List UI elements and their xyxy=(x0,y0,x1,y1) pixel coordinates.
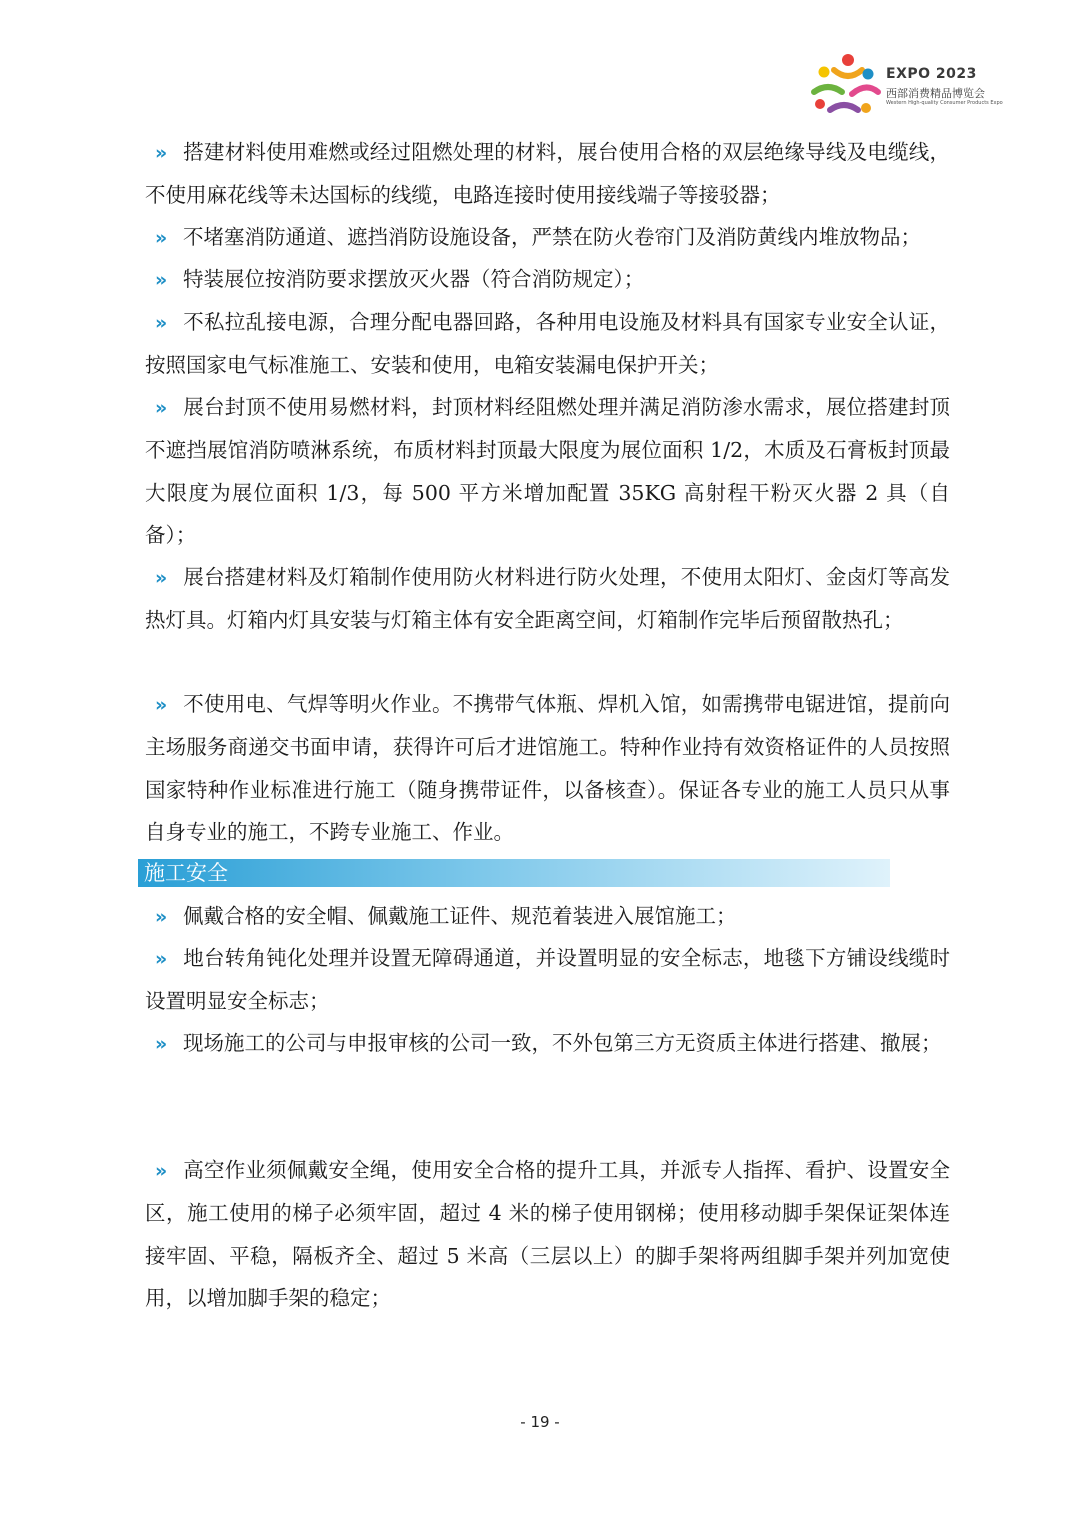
paragraph-text: 佩戴合格的安全帽、佩戴施工证件、规范着装进入展馆施工； xyxy=(183,904,737,928)
bullet-icon: » xyxy=(155,906,165,928)
expo-logo xyxy=(808,52,1008,122)
paragraph-11 xyxy=(145,1149,950,1320)
bullet-icon: » xyxy=(155,227,165,249)
paragraph-3 xyxy=(145,258,950,301)
bullet-icon: » xyxy=(155,397,165,419)
paragraph-9 xyxy=(145,937,950,1023)
logo-chinese-name: 西部消费精品博览会 xyxy=(886,87,985,100)
bullet-icon: » xyxy=(155,269,165,291)
section-header-bar xyxy=(138,859,890,887)
paragraph-10 xyxy=(145,1022,950,1065)
bullet-icon: » xyxy=(155,1033,165,1055)
paragraph-8 xyxy=(145,895,950,938)
paragraph-text: 展台搭建材料及灯箱制作使用防火材料进行防火处理，不使用太阳灯、金卤灯等高发热灯具。灯箱内灯具安装与灯箱主体有安全距离空间，灯箱制作完毕后预留散热孔； xyxy=(145,565,950,633)
paragraph-5 xyxy=(145,386,950,557)
paragraph-text: 不私拉乱接电源，合理分配电器回路，各种用电设施及材料具有国家专业安全认证，按照国家电气标准施工、安装和使用，电箱安装漏电保护开关； xyxy=(145,310,950,378)
bullet-icon: » xyxy=(155,312,165,334)
expo-logo-mark xyxy=(808,52,883,122)
paragraph-text: 高空作业须佩戴安全绳，使用安全合格的提升工具，并派专人指挥、看护、设置安全区，施工使用的梯子必须牢固，超过 4 米的梯子使用钢梯；使用移动脚手架保证架体连接牢固、平稳，隔板齐全、超过 5 米高（三层以上）的脚手架将两组脚手架并列加宽使用，以增加脚手架的稳定； xyxy=(145,1158,950,1311)
paragraph-text: 特装展位按消防要求摆放灭火器（符合消防规定）； xyxy=(183,267,645,291)
bullet-icon: » xyxy=(155,948,165,970)
paragraph-6 xyxy=(145,556,950,642)
paragraph-text: 不堵塞消防通道、遮挡消防设施设备，严禁在防火卷帘门及消防黄线内堆放物品； xyxy=(183,225,921,249)
paragraph-2 xyxy=(145,216,950,259)
paragraph-7 xyxy=(145,683,950,854)
paragraph-text: 展台封顶不使用易燃材料，封顶材料经阻燃处理并满足消防渗水需求，展位搭建封顶不遮挡展馆消防喷淋系统，布质材料封顶最大限度为展位面积 1/2，木质及石膏板封顶最大限度为展位面积 1/3，每 500 平方米增加配置 35KG 高射程干粉灭火器 2 具（自备）； xyxy=(145,395,950,548)
bullet-icon: » xyxy=(155,694,165,716)
page-number: - 19 - xyxy=(520,1413,560,1431)
paragraph-text: 搭建材料使用难燃或经过阻燃处理的材料，展台使用合格的双层绝缘导线及电缆线，不使用麻花线等未达国标的线缆，电路连接时使用接线端子等接驳器； xyxy=(145,140,950,208)
bullet-icon: » xyxy=(155,1160,165,1182)
logo-title: EXPO 2023 xyxy=(886,66,977,82)
bullet-icon: » xyxy=(155,567,165,589)
paragraph-text: 地台转角钝化处理并设置无障碍通道，并设置明显的安全标志，地毯下方铺设线缆时设置明显安全标志； xyxy=(145,946,950,1014)
paragraph-text: 不使用电、气焊等明火作业。不携带气体瓶、焊机入馆，如需携带电锯进馆，提前向主场服务商递交书面申请，获得许可后才进馆施工。特种作业持有效资格证件的人员按照国家特种作业标准进行施工（随身携带证件，以备核查）。保证各专业的施工人员只从事自身专业的施工，不跨专业施工、作业。 xyxy=(145,692,950,845)
paragraph-1 xyxy=(145,131,950,217)
bullet-icon: » xyxy=(155,142,165,164)
paragraph-4 xyxy=(145,301,950,387)
logo-english-name: Western High-quality Consumer Products Expo xyxy=(886,100,1003,106)
paragraph-text: 现场施工的公司与申报审核的公司一致，不外包第三方无资质主体进行搭建、撤展； xyxy=(183,1031,942,1055)
section-title: 施工安全 xyxy=(144,861,228,885)
